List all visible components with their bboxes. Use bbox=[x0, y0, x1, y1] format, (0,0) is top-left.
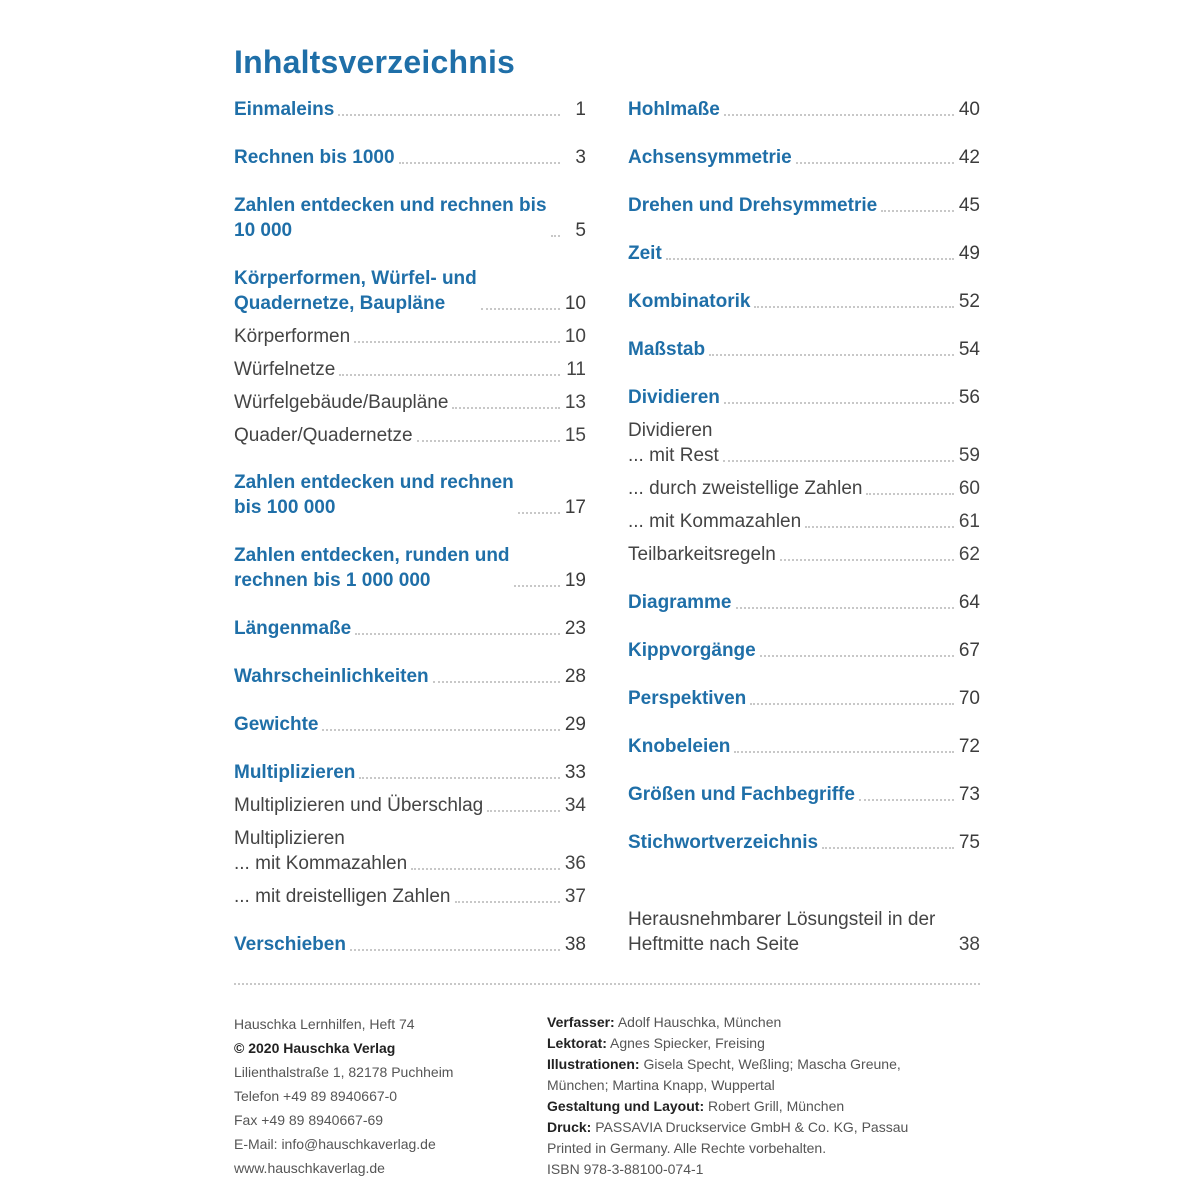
toc-leader-dots bbox=[866, 493, 954, 495]
toc-entry-page: 10 bbox=[564, 326, 586, 347]
toc-entry[interactable] bbox=[628, 337, 980, 362]
toc-entry-label bbox=[234, 357, 335, 382]
toc-entry-page: 33 bbox=[564, 762, 586, 783]
toc-entry[interactable] bbox=[628, 145, 980, 170]
toc-leader-dots bbox=[736, 607, 955, 609]
toc-entry-page: 67 bbox=[958, 640, 980, 661]
toc-entry-page: 40 bbox=[958, 99, 980, 120]
page-title: Inhaltsverzeichnis bbox=[234, 44, 516, 80]
toc-entry-label-line: ... mit Kommazahlen bbox=[234, 853, 408, 874]
solutions-note bbox=[628, 907, 980, 957]
imprint-publisher bbox=[234, 1012, 534, 1180]
imprint-email[interactable]: E-Mail: info@hauschkaverlag.de bbox=[234, 1136, 436, 1152]
toc-entry[interactable] bbox=[628, 782, 980, 807]
toc-entry[interactable] bbox=[628, 638, 980, 663]
toc-entry-label bbox=[234, 324, 350, 349]
toc-entry-label-line: ... mit Kommazahlen bbox=[628, 511, 802, 532]
toc-entry-label-line: Größen und Fachbegriffe bbox=[628, 784, 855, 805]
imprint-phone: Telefon +49 89 8940667-0 bbox=[234, 1088, 398, 1104]
toc-leader-dots bbox=[805, 526, 954, 528]
toc-entry[interactable] bbox=[628, 590, 980, 615]
toc-entry-label bbox=[628, 638, 756, 663]
toc-leader-dots bbox=[754, 306, 954, 308]
toc-entry[interactable] bbox=[628, 193, 980, 218]
toc-entry-page: 10 bbox=[564, 293, 586, 314]
toc-entry-label-line: Zahlen entdecken und rechnen bbox=[234, 472, 514, 493]
toc-entry[interactable] bbox=[234, 390, 586, 415]
toc-entry-label-line: Teilbarkeitsregeln bbox=[628, 544, 776, 565]
toc-leader-dots bbox=[723, 460, 954, 462]
toc-entry-label-line: Perspektiven bbox=[628, 688, 747, 709]
toc-entry-page: 72 bbox=[958, 736, 980, 757]
solutions-note-line2: Heftmitte nach Seite bbox=[628, 934, 800, 955]
toc-leader-dots bbox=[881, 210, 954, 212]
toc-entry[interactable] bbox=[628, 97, 980, 122]
toc-entry-page: 13 bbox=[564, 392, 586, 413]
toc-entry[interactable] bbox=[234, 266, 586, 316]
toc-entry[interactable] bbox=[628, 289, 980, 314]
toc-entry-label bbox=[628, 686, 746, 711]
credit-rights: Printed in Germany. Alle Rechte vorbehalten. bbox=[547, 1140, 827, 1156]
toc-entry-label-line: Verschieben bbox=[234, 934, 346, 955]
toc-entry-label-line: Knobeleien bbox=[628, 736, 731, 757]
toc-entry-label-line: Würfelnetze bbox=[234, 359, 336, 380]
toc-entry-label bbox=[234, 193, 547, 243]
toc-entry-label bbox=[234, 664, 429, 689]
toc-entry-label-line: Rechnen bis 1000 bbox=[234, 147, 395, 168]
toc-entry[interactable] bbox=[628, 734, 980, 759]
toc-leader-dots bbox=[399, 162, 560, 164]
toc-leader-dots bbox=[724, 402, 954, 404]
toc-entry-label bbox=[628, 542, 776, 567]
toc-entry-label bbox=[234, 423, 413, 448]
toc-entry-label bbox=[628, 193, 877, 218]
toc-entry-label-line: bis 100 000 bbox=[234, 497, 336, 518]
toc-entry-label bbox=[628, 241, 662, 266]
toc-entry-label bbox=[628, 418, 719, 468]
toc-entry-page: 60 bbox=[958, 478, 980, 499]
toc-entry-page: 62 bbox=[958, 544, 980, 565]
toc-leader-dots bbox=[709, 354, 954, 356]
toc-entry-label-line: Körperformen bbox=[234, 326, 351, 347]
toc-entry-label bbox=[234, 932, 346, 957]
toc-entry[interactable] bbox=[628, 830, 980, 855]
toc-entry[interactable] bbox=[234, 470, 586, 520]
toc-entry-page: 29 bbox=[564, 714, 586, 735]
toc-entry-label bbox=[234, 793, 483, 818]
toc-entry-label-line: Quadernetze, Baupläne bbox=[234, 293, 446, 314]
toc-leader-dots bbox=[487, 810, 560, 812]
toc-entry-label-line: Dividieren bbox=[628, 387, 720, 408]
toc-entry-page: 28 bbox=[564, 666, 586, 687]
toc-entry-label bbox=[628, 590, 732, 615]
toc-entry-label bbox=[628, 782, 855, 807]
toc-entry-page: 5 bbox=[575, 220, 586, 241]
toc-entry-label bbox=[628, 97, 720, 122]
toc-leader-dots bbox=[551, 235, 560, 237]
toc-entry-label-line: ... mit dreistelligen Zahlen bbox=[234, 886, 451, 907]
toc-leader-dots bbox=[514, 585, 560, 587]
toc-entry-label-line: Würfelgebäude/Baupläne bbox=[234, 392, 449, 413]
toc-leader-dots bbox=[339, 374, 560, 376]
toc-entry-label bbox=[234, 390, 448, 415]
toc-entry-label-line: Multiplizieren bbox=[234, 762, 356, 783]
toc-entry[interactable] bbox=[234, 543, 586, 593]
toc-entry-label-line: Multiplizieren bbox=[234, 828, 345, 849]
imprint-website[interactable]: www.hauschkaverlag.de bbox=[234, 1160, 385, 1176]
imprint-series: Hauschka Lernhilfen, Heft 74 bbox=[234, 1016, 415, 1032]
toc-entry-page: 37 bbox=[564, 886, 586, 907]
toc-leader-dots bbox=[417, 440, 560, 442]
toc-entry-label bbox=[234, 712, 318, 737]
toc-entry-label bbox=[628, 385, 720, 410]
toc-entry-page: 42 bbox=[958, 147, 980, 168]
toc-entry-label-line: rechnen bis 1 000 000 bbox=[234, 570, 431, 591]
toc-entry[interactable] bbox=[234, 193, 586, 243]
toc-leader-dots bbox=[481, 308, 560, 310]
toc-entry-label-line: Diagramme bbox=[628, 592, 732, 613]
toc-entry-page: 59 bbox=[958, 445, 980, 466]
toc-leader-dots bbox=[455, 901, 561, 903]
toc-entry-label bbox=[628, 509, 801, 534]
toc-leader-dots bbox=[452, 407, 560, 409]
toc-entry-label-line: ... mit Rest bbox=[628, 445, 719, 466]
toc-entry-page: 19 bbox=[564, 570, 586, 591]
toc-entry-page: 56 bbox=[958, 387, 980, 408]
toc-entry-label-line: Maßstab bbox=[628, 339, 706, 360]
toc-entry[interactable] bbox=[234, 324, 586, 349]
toc-entry[interactable] bbox=[234, 664, 586, 689]
toc-leader-dots bbox=[411, 868, 560, 870]
toc-entry[interactable] bbox=[234, 712, 586, 737]
toc-leader-dots bbox=[338, 114, 560, 116]
toc-leader-dots bbox=[666, 258, 954, 260]
toc-entry[interactable] bbox=[628, 509, 980, 534]
credit-illustrations-cont: München; Martina Knapp, Wuppertal bbox=[547, 1077, 775, 1093]
toc-entry-label-line: Stichwortverzeichnis bbox=[628, 832, 819, 853]
toc-entry[interactable] bbox=[234, 760, 586, 785]
toc-entry-label-line: Zahlen entdecken, runden und bbox=[234, 545, 510, 566]
toc-entry[interactable] bbox=[234, 616, 586, 641]
toc-entry-page: 15 bbox=[564, 425, 586, 446]
imprint-copyright: © 2020 Hauschka Verlag bbox=[234, 1040, 396, 1056]
toc-entry-label bbox=[234, 616, 351, 641]
toc-leader-dots bbox=[859, 799, 954, 801]
toc-entry-label-line: ... durch zweistellige Zahlen bbox=[628, 478, 863, 499]
footer-divider bbox=[234, 983, 980, 985]
toc-entry-label-line: Wahrscheinlichkeiten bbox=[234, 666, 429, 687]
toc-leader-dots bbox=[433, 681, 560, 683]
toc-entry-page: 45 bbox=[958, 195, 980, 216]
toc-entry[interactable] bbox=[628, 241, 980, 266]
solutions-note-line1: Herausnehmbarer Lösungsteil in der bbox=[628, 909, 936, 930]
solutions-note-page: 38 bbox=[958, 934, 980, 955]
toc-entry-label-line: Gewichte bbox=[234, 714, 319, 735]
toc-entry-page: 17 bbox=[564, 497, 586, 518]
toc-entry[interactable] bbox=[234, 423, 586, 448]
toc-entry-label bbox=[628, 476, 862, 501]
toc-leader-dots bbox=[354, 341, 560, 343]
toc-entry-label bbox=[628, 145, 792, 170]
toc-entry-page: 23 bbox=[564, 618, 586, 639]
toc-entry-label bbox=[234, 266, 477, 316]
toc-entry-label-line: Dividieren bbox=[628, 420, 713, 441]
toc-entry-label-line: Quader/Quadernetze bbox=[234, 425, 413, 446]
toc-entry[interactable] bbox=[234, 932, 586, 957]
toc-leader-dots bbox=[355, 633, 560, 635]
credit-editor: Lektorat: Agnes Spiecker, Freising bbox=[547, 1035, 765, 1051]
toc-leader-dots bbox=[350, 949, 560, 951]
credit-author: Verfasser: Adolf Hauschka, München bbox=[547, 1014, 782, 1030]
toc-entry-label-line: Einmaleins bbox=[234, 99, 335, 120]
toc-entry-page: 3 bbox=[575, 147, 586, 168]
credit-print: Druck: PASSAVIA Druckservice GmbH & Co. KG, Passau bbox=[547, 1119, 909, 1135]
toc-entry-label-line: Zeit bbox=[628, 243, 662, 264]
toc-entry[interactable] bbox=[234, 884, 586, 909]
toc-entry-label-line: Körperformen, Würfel- und bbox=[234, 268, 477, 289]
toc-entry[interactable] bbox=[628, 418, 980, 468]
toc-entry-page: 49 bbox=[958, 243, 980, 264]
toc-entry-label bbox=[234, 884, 451, 909]
toc-entry-page: 1 bbox=[575, 99, 586, 120]
toc-leader-dots bbox=[734, 751, 954, 753]
imprint-fax: Fax +49 89 8940667-69 bbox=[234, 1112, 384, 1128]
imprint-address: Lilienthalstraße 1, 82178 Puchheim bbox=[234, 1064, 454, 1080]
toc-entry-label bbox=[234, 145, 395, 170]
toc-leader-dots bbox=[780, 559, 954, 561]
toc-entry-page: 54 bbox=[958, 339, 980, 360]
toc-entry-label bbox=[628, 734, 730, 759]
toc-entry[interactable] bbox=[628, 385, 980, 410]
toc-leader-dots bbox=[724, 114, 954, 116]
toc-leader-dots bbox=[359, 777, 560, 779]
toc-entry-label bbox=[234, 760, 355, 785]
credit-design: Gestaltung und Layout: Robert Grill, München bbox=[547, 1098, 845, 1114]
toc-leader-dots bbox=[518, 512, 560, 514]
toc-leader-dots bbox=[322, 729, 560, 731]
imprint-credits bbox=[547, 1012, 987, 1180]
toc-entry-label bbox=[234, 470, 514, 520]
toc-entry-label-line: Längenmaße bbox=[234, 618, 352, 639]
toc-entry-label bbox=[628, 830, 818, 855]
toc-entry-page: 38 bbox=[564, 934, 586, 955]
toc-entry-label bbox=[628, 289, 750, 314]
toc-entry-page: 52 bbox=[958, 291, 980, 312]
toc-entry[interactable] bbox=[628, 476, 980, 501]
toc-entry-page: 70 bbox=[958, 688, 980, 709]
toc-entry-label-line: Multiplizieren und Überschlag bbox=[234, 795, 484, 816]
toc-entry-page: 75 bbox=[958, 832, 980, 853]
toc-entry-label-line: Zahlen entdecken und rechnen bis bbox=[234, 195, 547, 216]
toc-entry-page: 73 bbox=[958, 784, 980, 805]
toc-entry[interactable] bbox=[234, 793, 586, 818]
toc-entry-label-line: Kombinatorik bbox=[628, 291, 751, 312]
toc-entry[interactable] bbox=[234, 826, 586, 876]
credit-isbn: ISBN 978-3-88100-074-1 bbox=[547, 1161, 704, 1177]
toc-entry-label-line: Hohlmaße bbox=[628, 99, 720, 120]
toc-entry[interactable] bbox=[234, 97, 586, 122]
toc-entry-label bbox=[628, 337, 705, 362]
toc-entry-label-line: Achsensymmetrie bbox=[628, 147, 792, 168]
toc-entry-page: 11 bbox=[566, 359, 586, 380]
toc-leader-dots bbox=[822, 847, 954, 849]
toc-entry[interactable] bbox=[234, 357, 586, 382]
toc-entry-page: 36 bbox=[564, 853, 586, 874]
toc-entry-label bbox=[234, 97, 334, 122]
toc-entry-page: 61 bbox=[958, 511, 980, 532]
toc-entry-page: 34 bbox=[564, 795, 586, 816]
credit-illustrations: Illustrationen: Gisela Specht, Weßling; Mascha Greune, bbox=[547, 1056, 901, 1072]
toc-entry-label-line: Drehen und Drehsymmetrie bbox=[628, 195, 878, 216]
toc-entry-label-line: Kippvorgänge bbox=[628, 640, 756, 661]
toc-entry-page: 64 bbox=[958, 592, 980, 613]
toc-entry[interactable] bbox=[234, 145, 586, 170]
toc-entry-label bbox=[234, 826, 407, 876]
toc-leader-dots bbox=[750, 703, 954, 705]
toc-leader-dots bbox=[760, 655, 954, 657]
toc-leader-dots bbox=[796, 162, 954, 164]
toc-entry-label bbox=[234, 543, 510, 593]
toc-entry[interactable] bbox=[628, 542, 980, 567]
toc-entry[interactable] bbox=[628, 686, 980, 711]
toc-entry-label-line: 10 000 bbox=[234, 220, 293, 241]
